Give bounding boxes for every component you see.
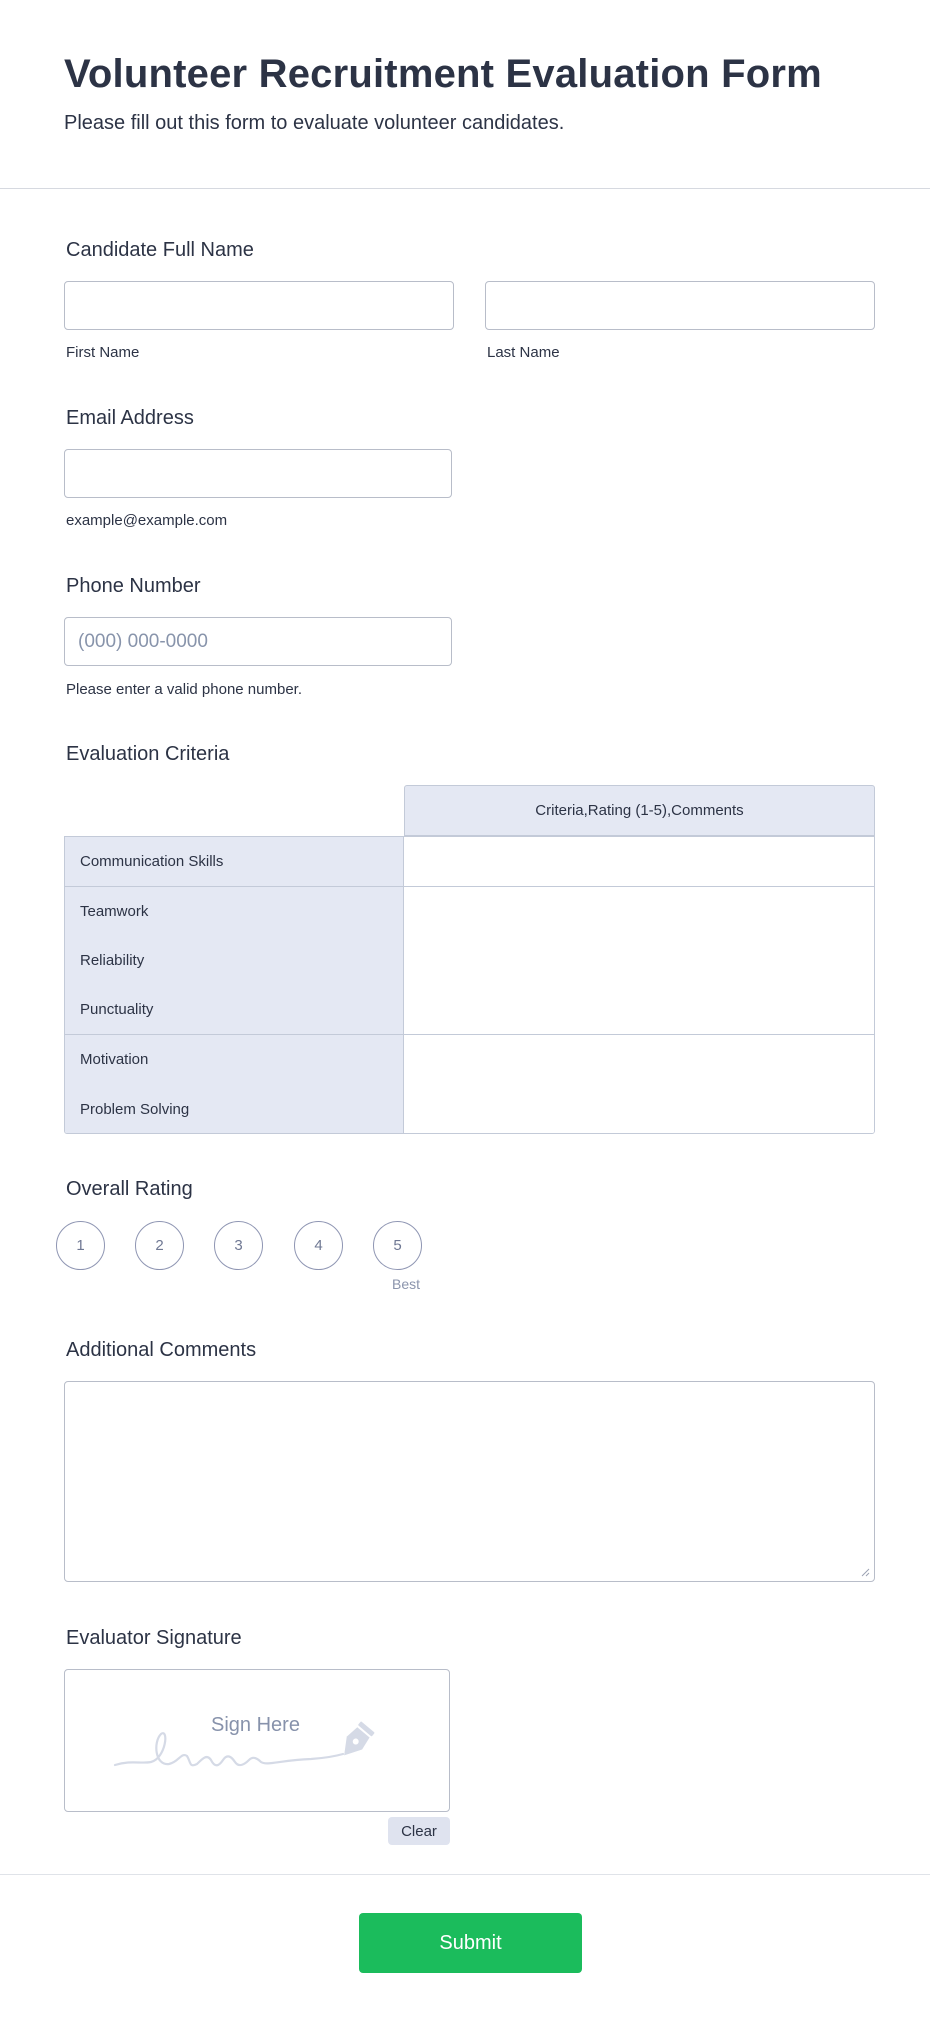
- matrix-cell-input[interactable]: [404, 936, 874, 985]
- evaluation-label: Evaluation Criteria: [66, 743, 230, 765]
- matrix-row: [65, 1084, 874, 1134]
- candidate-name-label: Candidate Full Name: [66, 239, 254, 261]
- overall-rating-label: Overall Rating: [66, 1178, 193, 1200]
- comments-textarea[interactable]: [64, 1381, 875, 1582]
- email-input[interactable]: [64, 449, 452, 498]
- sign-here-placeholder: Sign Here: [211, 1714, 300, 1736]
- matrix-column-header: Criteria,Rating (1-5),Comments: [404, 785, 875, 836]
- resize-grip-icon[interactable]: [860, 1567, 870, 1577]
- email-sublabel: example@example.com: [66, 512, 228, 529]
- matrix-row: [65, 837, 874, 887]
- rating-option-3[interactable]: 3: [214, 1221, 263, 1270]
- first-name-input[interactable]: [64, 281, 454, 330]
- matrix-row: [65, 985, 874, 1035]
- last-name-sublabel: Last Name: [487, 344, 560, 361]
- form-subtitle: Please fill out this form to evaluate volunteer candidates.: [64, 112, 565, 134]
- footer-divider: [0, 1874, 930, 1875]
- matrix-body: [64, 836, 875, 1134]
- matrix-row-label: Punctuality: [65, 985, 404, 1034]
- phone-input[interactable]: [64, 617, 452, 666]
- matrix-row-label: Reliability: [65, 936, 404, 985]
- matrix-row: [65, 936, 874, 986]
- matrix-row-label: Motivation: [65, 1035, 404, 1084]
- matrix-cell-input[interactable]: [404, 887, 874, 936]
- phone-sublabel: Please enter a valid phone number.: [66, 681, 302, 698]
- matrix-cell-input[interactable]: [404, 837, 874, 886]
- phone-label: Phone Number: [66, 575, 201, 597]
- rating-best-label: Best: [392, 1276, 421, 1292]
- rating-option-2[interactable]: 2: [135, 1221, 184, 1270]
- matrix-row-label: Teamwork: [65, 887, 404, 936]
- matrix-cell-input[interactable]: [404, 985, 874, 1034]
- submit-button[interactable]: Submit: [359, 1913, 582, 1973]
- rating-option-1[interactable]: 1: [56, 1221, 105, 1270]
- evaluation-matrix: [64, 785, 875, 1134]
- matrix-row: [65, 1035, 874, 1085]
- matrix-row-label: Communication Skills: [65, 837, 404, 886]
- last-name-input[interactable]: [485, 281, 875, 330]
- rating-option-5[interactable]: 5: [373, 1221, 422, 1270]
- form-title: Volunteer Recruitment Evaluation Form: [64, 52, 822, 96]
- matrix-row-label: Problem Solving: [65, 1084, 404, 1134]
- matrix-row: [65, 887, 874, 937]
- rating-option-4[interactable]: 4: [294, 1221, 343, 1270]
- signature-label: Evaluator Signature: [66, 1627, 242, 1649]
- signature-pad[interactable]: [64, 1669, 450, 1812]
- email-label: Email Address: [66, 407, 194, 429]
- matrix-cell-input[interactable]: [404, 1084, 874, 1134]
- matrix-cell-input[interactable]: [404, 1035, 874, 1084]
- clear-signature-button[interactable]: Clear: [388, 1817, 450, 1845]
- form-header: [0, 0, 930, 189]
- comments-label: Additional Comments: [66, 1339, 257, 1361]
- first-name-sublabel: First Name: [66, 344, 140, 361]
